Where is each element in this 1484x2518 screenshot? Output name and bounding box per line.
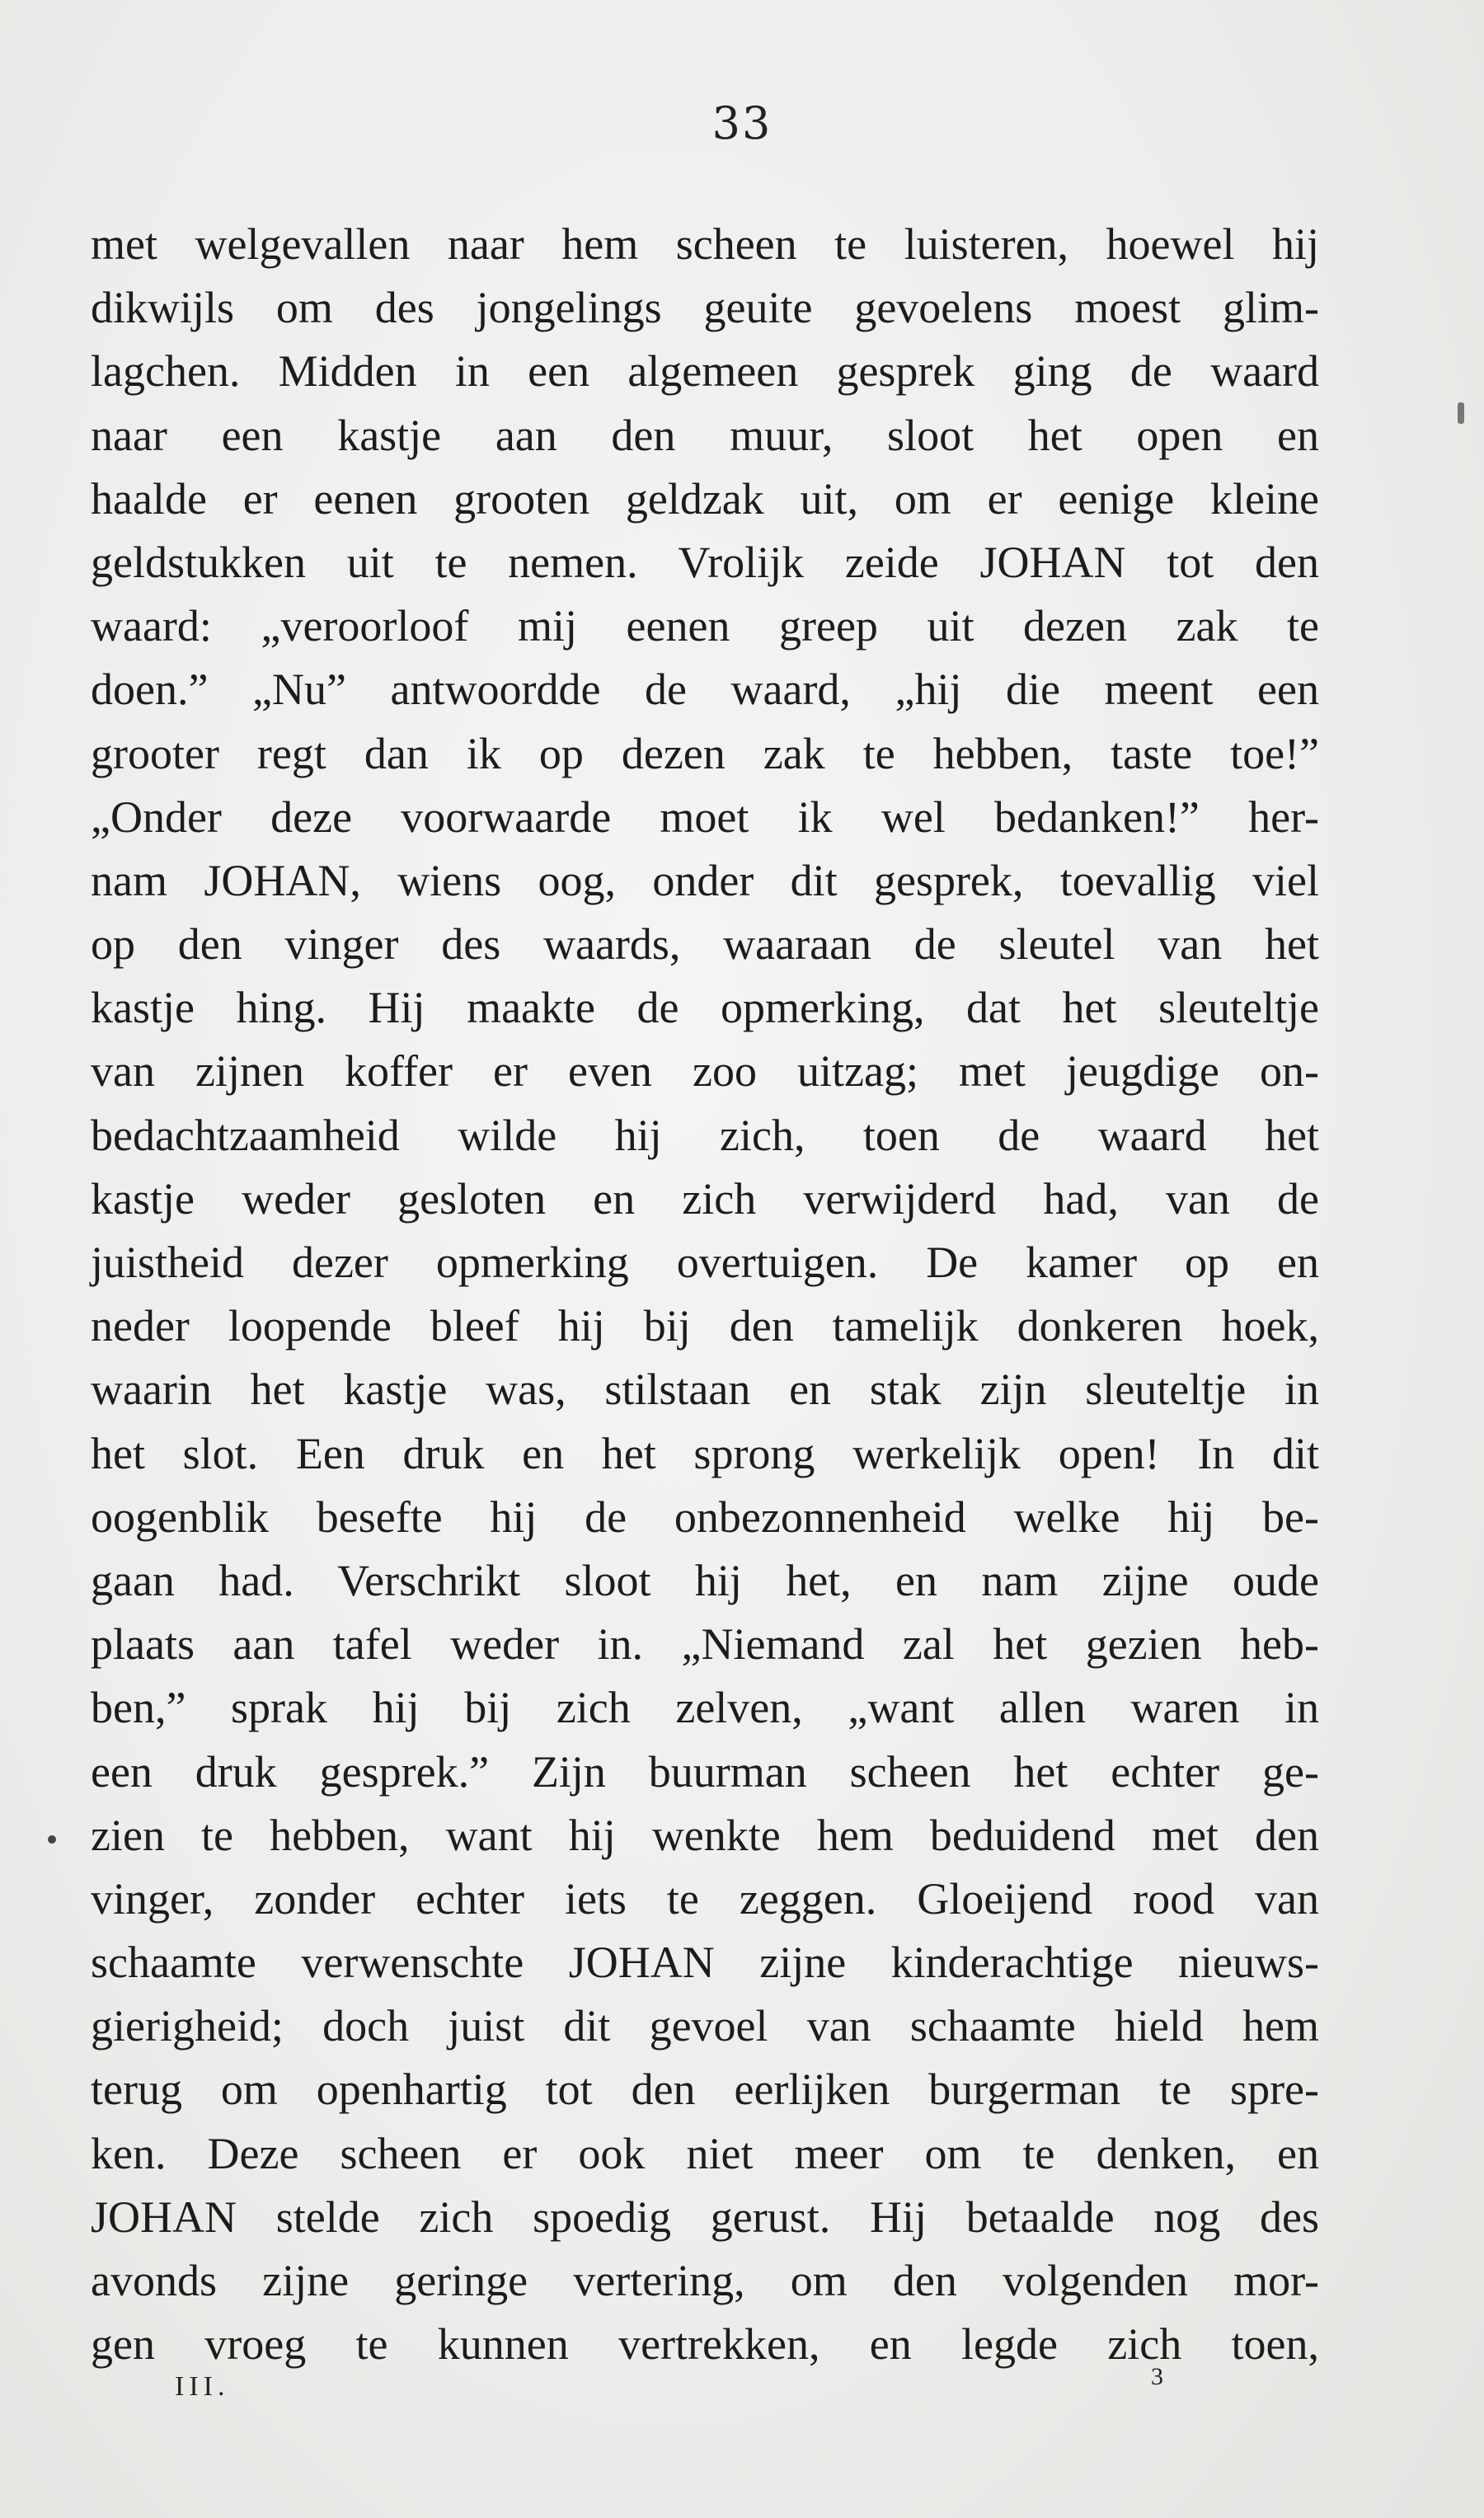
text-line: haalde er eenen grooten geldzak uit, om er eenige kleine: [91, 473, 1319, 524]
text-line: dikwijls om des jongelings geuite gevoelens moest glim-: [91, 283, 1319, 333]
text-line: terug om openhartig tot den eerlijken burgerman te spre-: [91, 2065, 1319, 2115]
text-line: gen vroeg te kunnen vertrekken, en legde zich toen,: [91, 2319, 1319, 2370]
text-line: gierigheid; doch juist dit gevoel van schaamte hield hem: [91, 2001, 1319, 2051]
text-line: juistheid dezer opmerking overtuigen. De kamer op en: [91, 1238, 1319, 1287]
text-line: schaamte verwenschte JOHAN zijne kinderachtige nieuws-: [91, 1938, 1319, 1988]
text-line: bedachtzaamheid wilde hij zich, toen de waard het: [91, 1110, 1319, 1160]
text-line: ben,” sprak hij bij zich zelven, „want allen waren in: [91, 1683, 1319, 1733]
text-line: naar een kastje aan den muur, sloot het open en: [91, 410, 1319, 460]
text-line: neder loopende bleef hij bij den tamelijk donkeren hoek,: [91, 1301, 1319, 1351]
text-line: grooter regt dan ik op dezen zak te hebben, taste toe!”: [91, 728, 1319, 778]
page-number: 33: [711, 97, 773, 149]
text-line: „Onder deze voorwaarde moet ik wel bedanken!” her-: [91, 792, 1319, 842]
text-line: een druk gesprek.” Zijn buurman scheen het echter ge-: [91, 1746, 1319, 1797]
text-line: zien te hebben, want hij wenkte hem beduidend met den: [91, 1810, 1319, 1860]
text-line: doen.” „Nu” antwoordde de waard, „hij die meent een: [91, 665, 1319, 715]
text-line: waard: „veroorloof mij eenen greep uit dezen zak te: [91, 601, 1319, 651]
text-line: oogenblik besefte hij de onbezonnenheid welke hij be-: [91, 1492, 1319, 1542]
text-line: het slot. Een druk en het sprong werkelijk open! In dit: [91, 1428, 1319, 1478]
text-line: ken. Deze scheen er ook niet meer om te denken, en: [91, 2128, 1319, 2178]
text-line: geldstukken uit te nemen. Vrolijk zeide JOHAN tot den: [91, 537, 1319, 587]
text-line: avonds zijne geringe vertering, om den volgenden mor-: [91, 2256, 1319, 2305]
text-line: gaan had. Verschrikt sloot hij het, en nam zijne oude: [91, 1555, 1319, 1605]
text-line: met welgevallen naar hem scheen te luisteren, hoewel hij: [91, 219, 1319, 269]
text-line: kastje hing. Hij maakte de opmerking, dat het sleuteltje: [91, 983, 1319, 1033]
text-line: plaats aan tafel weder in. „Niemand zal het gezien heb-: [91, 1619, 1319, 1670]
ink-speck: [1458, 402, 1464, 424]
text-line: JOHAN stelde zich spoedig gerust. Hij betaalde nog des: [91, 2192, 1319, 2242]
signature-mark: III.: [175, 2371, 230, 2402]
text-line: van zijnen koffer er even zoo uitzag; met jeugdige on-: [91, 1046, 1319, 1097]
text-line: kastje weder gesloten en zich verwijderd had, van de: [91, 1173, 1319, 1224]
body-text: [91, 213, 1319, 2376]
text-line: op den vinger des waards, waaraan de sleutel van het: [91, 919, 1319, 970]
text-line: lagchen. Midden in een algemeen gesprek ging de waard: [91, 346, 1319, 397]
ink-speck: [48, 1835, 56, 1844]
text-line: nam JOHAN, wiens oog, onder dit gesprek, toevallig viel: [91, 855, 1319, 905]
text-line: waarin het kastje was, stilstaan en stak zijn sleuteltje in: [91, 1365, 1319, 1415]
text-line: vinger, zonder echter iets te zeggen. Gloeijend rood van: [91, 1873, 1319, 1924]
signature-number: 3: [1151, 2363, 1163, 2390]
